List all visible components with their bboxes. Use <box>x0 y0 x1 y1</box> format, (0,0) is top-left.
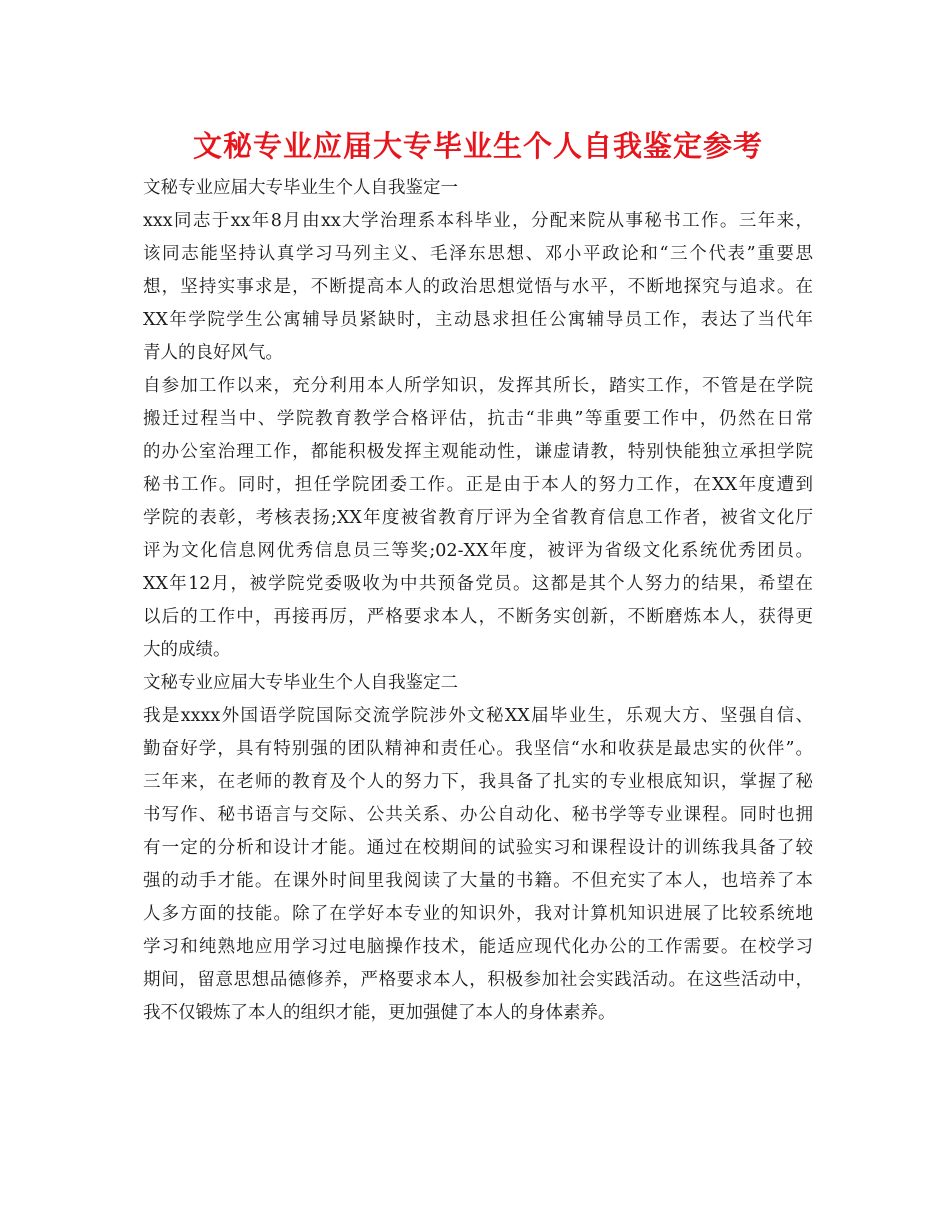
text-line: 三年来，在老师的教育及个人的努力下，我具备了扎实的专业根底知识，掌握了秘 <box>143 772 813 792</box>
text-line: 期间，留意思想品德修养，严格要求本人，积极参加社会实践活动。在这些活动中， <box>143 970 813 990</box>
text-line: 想，坚持实事求是，不断提高本人的政治思想觉悟与水平，不断地探究与追求。在 <box>143 277 813 297</box>
section-2-paragraph-1 <box>143 700 813 1030</box>
text-line: 人多方面的技能。除了在学好本专业的知识外，我对计算机知识进展了比较系统地 <box>143 904 813 924</box>
section-1-paragraph-1 <box>143 205 813 370</box>
section-2-heading: 文秘专业应届大专毕业生个人自我鉴定二 <box>143 673 458 693</box>
text-line: 勤奋好学，具有特别强的团队精神和责任心。我坚信“水和收获是最忠实的伙伴”。 <box>143 739 813 759</box>
text-line: 搬迁过程当中、学院教育教学合格评估，抗击“非典”等重要工作中，仍然在日常 <box>143 409 813 429</box>
text-line: 有一定的分析和设计才能。通过在校期间的试验实习和课程设计的训练我具备了较 <box>143 838 813 858</box>
text-line: 强的动手才能。在课外时间里我阅读了大量的书籍。不但充实了本人，也培养了本 <box>143 871 813 891</box>
text-line: 书写作、秘书语言与交际、公共关系、办公自动化、秘书学等专业课程。同时也拥 <box>143 805 813 825</box>
text-line: XX年12月，被学院党委吸收为中共预备党员。这都是其个人努力的结果，希望在 <box>143 574 813 594</box>
text-line: 秘书工作。同时，担任学院团委工作。正是由于本人的努力工作，在XX年度遭到 <box>143 475 813 495</box>
text-line: 学院的表彰，考核表扬;XX年度被省教育厅评为全省教育信息工作者，被省文化厅 <box>143 508 813 528</box>
text-line: 我不仅锻炼了本人的组织才能，更加强健了本人的身体素养。 <box>143 1003 616 1023</box>
text-line: 该同志能坚持认真学习马列主义、毛泽东思想、邓小平政论和“三个代表”重要思 <box>143 244 813 264</box>
text-line: 以后的工作中，再接再厉，严格要求本人，不断务实创新，不断磨炼本人，获得更 <box>143 607 813 627</box>
text-line: 的办公室治理工作，都能积极发挥主观能动性，谦虚请教，特别快能独立承担学院 <box>143 442 813 462</box>
text-line: xxx同志于xx年8月由xx大学治理系本科毕业，分配来院从事秘书工作。三年来， <box>143 211 813 231</box>
section-1-paragraph-2 <box>143 370 813 667</box>
text-line: 青人的良好风气。 <box>143 343 283 363</box>
text-line: 评为文化信息网优秀信息员三等奖;02-XX年度，被评为省级文化系统优秀团员。 <box>143 541 813 561</box>
document-page <box>143 124 813 1030</box>
text-line: 学习和纯熟地应用学习过电脑操作技术，能适应现代化办公的工作需要。在校学习 <box>143 937 813 957</box>
text-line: XX年学院学生公寓辅导员紧缺时，主动恳求担任公寓辅导员工作，表达了当代年 <box>143 310 813 330</box>
text-line: 自参加工作以来，充分利用本人所学知识，发挥其所长，踏实工作，不管是在学院 <box>143 376 813 396</box>
text-line: 我是xxxx外国语学院国际交流学院涉外文秘XX届毕业生，乐观大方、坚强自信、 <box>143 706 813 726</box>
text-line: 大的成绩。 <box>143 640 231 660</box>
document-title: 文秘专业应届大专毕业生个人自我鉴定参考 <box>192 129 763 163</box>
section-1-heading: 文秘专业应届大专毕业生个人自我鉴定一 <box>143 178 458 198</box>
